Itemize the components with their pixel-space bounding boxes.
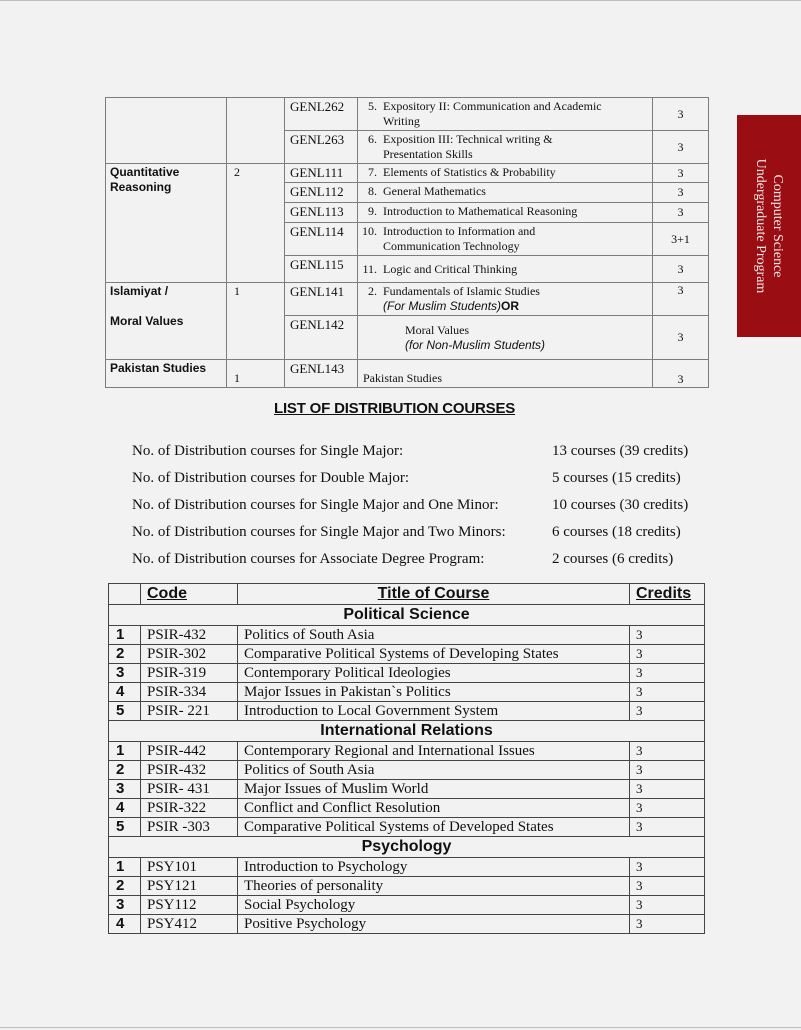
row-title: Politics of South Asia bbox=[238, 761, 630, 780]
table-row bbox=[109, 896, 705, 915]
row-credits: 3 bbox=[630, 664, 705, 683]
table-row bbox=[109, 683, 705, 702]
row-title: Conflict and Conflict Resolution bbox=[238, 799, 630, 818]
row-credits: 3 bbox=[630, 896, 705, 915]
course-title: Pakistan Studies bbox=[358, 360, 653, 388]
row-code: PSIR-442 bbox=[141, 742, 238, 761]
header-title: Title of Course bbox=[238, 584, 630, 605]
distribution-stats bbox=[132, 443, 712, 578]
stat-row bbox=[132, 551, 712, 578]
row-credits: 3 bbox=[630, 780, 705, 799]
course-credits: 3 bbox=[653, 256, 709, 283]
course-title: Moral Values (for Non-Muslim Students) bbox=[358, 316, 653, 360]
section-row bbox=[109, 721, 705, 742]
course-title: 11. Logic and Critical Thinking bbox=[358, 256, 653, 283]
row-index: 4 bbox=[109, 915, 141, 934]
stat-label: No. of Distribution courses for Single Major and Two Minors: bbox=[132, 524, 506, 540]
table-row bbox=[109, 742, 705, 761]
stat-label: No. of Distribution courses for Single Major: bbox=[132, 443, 404, 459]
row-code: PSY412 bbox=[141, 915, 238, 934]
row-code: PSY112 bbox=[141, 896, 238, 915]
table-row bbox=[106, 283, 709, 316]
row-index: 5 bbox=[109, 702, 141, 721]
row-title: Contemporary Regional and International Issues bbox=[238, 742, 630, 761]
row-title: Introduction to Local Government System bbox=[238, 702, 630, 721]
table-row bbox=[106, 360, 709, 388]
side-tab-line2: Undergraduate Program bbox=[753, 158, 768, 294]
row-title: Politics of South Asia bbox=[238, 626, 630, 645]
header-code: Code bbox=[141, 584, 238, 605]
stat-value: 6 courses (18 credits) bbox=[552, 524, 681, 540]
course-credits: 3 bbox=[653, 203, 709, 223]
course-code: GENL115 bbox=[285, 256, 358, 283]
section-international-relations: International Relations bbox=[109, 721, 705, 742]
table-row bbox=[109, 818, 705, 837]
row-title: Major Issues in Pakistan`s Politics bbox=[238, 683, 630, 702]
course-code: GENL141 bbox=[285, 283, 358, 316]
row-code: PSIR-322 bbox=[141, 799, 238, 818]
row-index: 4 bbox=[109, 683, 141, 702]
course-credits: 3 bbox=[653, 98, 709, 131]
category-credits-cell: 2 bbox=[227, 164, 285, 283]
row-title: Comparative Political Systems of Developed States bbox=[238, 818, 630, 837]
row-code: PSIR-334 bbox=[141, 683, 238, 702]
table-row bbox=[106, 164, 709, 183]
category-cell: Quantitative Reasoning bbox=[106, 164, 227, 283]
row-index: 2 bbox=[109, 877, 141, 896]
stat-label: No. of Distribution courses for Double Major: bbox=[132, 470, 410, 486]
stat-row bbox=[132, 443, 712, 470]
course-credits: 3 bbox=[653, 360, 709, 388]
table-row bbox=[109, 626, 705, 645]
row-index: 5 bbox=[109, 818, 141, 837]
course-code: GENL114 bbox=[285, 223, 358, 256]
row-index: 2 bbox=[109, 761, 141, 780]
row-code: PSIR- 221 bbox=[141, 702, 238, 721]
table-row bbox=[109, 799, 705, 818]
course-credits: 3 bbox=[653, 131, 709, 164]
stat-row bbox=[132, 524, 712, 551]
row-code: PSIR-302 bbox=[141, 645, 238, 664]
row-code: PSIR-319 bbox=[141, 664, 238, 683]
row-title: Major Issues of Muslim World bbox=[238, 780, 630, 799]
row-code: PSIR- 431 bbox=[141, 780, 238, 799]
row-title: Social Psychology bbox=[238, 896, 630, 915]
course-credits: 3 bbox=[653, 316, 709, 360]
section-row bbox=[109, 605, 705, 626]
category-credits-cell: 1 bbox=[227, 360, 285, 388]
row-title: Introduction to Psychology bbox=[238, 858, 630, 877]
row-credits: 3 bbox=[630, 645, 705, 664]
row-index: 3 bbox=[109, 896, 141, 915]
row-title: Theories of personality bbox=[238, 877, 630, 896]
course-title: 8. General Mathematics bbox=[358, 183, 653, 203]
course-code: GENL112 bbox=[285, 183, 358, 203]
distribution-courses-table bbox=[108, 583, 705, 934]
stat-row bbox=[132, 497, 712, 524]
course-code: GENL111 bbox=[285, 164, 358, 183]
row-index: 2 bbox=[109, 645, 141, 664]
course-title: 7. Elements of Statistics & Probability bbox=[358, 164, 653, 183]
course-title: 10. Introduction to Information and Communication Technology bbox=[358, 223, 653, 256]
row-index: 3 bbox=[109, 780, 141, 799]
row-credits: 3 bbox=[630, 818, 705, 837]
category-cell: Pakistan Studies bbox=[106, 360, 227, 388]
course-code: GENL142 bbox=[285, 316, 358, 360]
category-credits-cell: 1 bbox=[227, 283, 285, 360]
course-title: 9. Introduction to Mathematical Reasoning bbox=[358, 203, 653, 223]
row-code: PSY121 bbox=[141, 877, 238, 896]
row-code: PSIR-432 bbox=[141, 761, 238, 780]
side-tab-text bbox=[752, 121, 786, 331]
page-bottom-border bbox=[0, 1027, 801, 1028]
row-credits: 3 bbox=[630, 858, 705, 877]
row-index: 1 bbox=[109, 742, 141, 761]
row-credits: 3 bbox=[630, 742, 705, 761]
row-index: 4 bbox=[109, 799, 141, 818]
stat-value: 13 courses (39 credits) bbox=[552, 443, 689, 459]
table-row bbox=[109, 780, 705, 799]
table-row bbox=[109, 664, 705, 683]
stat-label: No. of Distribution courses for Associate Degree Program: bbox=[132, 551, 485, 567]
course-credits: 3+1 bbox=[653, 223, 709, 256]
header-index bbox=[109, 584, 141, 605]
category-credits-cell bbox=[227, 98, 285, 164]
side-tab-line1: Computer Science bbox=[770, 174, 785, 278]
header-credits: Credits bbox=[630, 584, 705, 605]
row-title: Positive Psychology bbox=[238, 915, 630, 934]
table-row bbox=[109, 877, 705, 896]
course-credits: 3 bbox=[653, 183, 709, 203]
course-title: 2. Fundamentals of Islamic Studies (For Muslim Students)OR bbox=[358, 283, 653, 316]
row-index: 1 bbox=[109, 626, 141, 645]
row-code: PSY101 bbox=[141, 858, 238, 877]
row-title: Contemporary Political Ideologies bbox=[238, 664, 630, 683]
row-credits: 3 bbox=[630, 799, 705, 818]
course-code: GENL113 bbox=[285, 203, 358, 223]
category-cell: Islamiyat / Moral Values bbox=[106, 283, 227, 360]
course-code: GENL263 bbox=[285, 131, 358, 164]
section-row bbox=[109, 837, 705, 858]
row-index: 1 bbox=[109, 858, 141, 877]
section-psychology: Psychology bbox=[109, 837, 705, 858]
row-code: PSIR -303 bbox=[141, 818, 238, 837]
category-cell bbox=[106, 98, 227, 164]
table-row bbox=[106, 98, 709, 131]
stat-row bbox=[132, 470, 712, 497]
table-row bbox=[109, 858, 705, 877]
course-title: 6. Exposition III: Technical writing & Presentation Skills bbox=[358, 131, 653, 164]
stat-label: No. of Distribution courses for Single Major and One Minor: bbox=[132, 497, 499, 513]
row-index: 3 bbox=[109, 664, 141, 683]
stat-value: 10 courses (30 credits) bbox=[552, 497, 689, 513]
page-top-border bbox=[0, 0, 801, 1]
row-title: Comparative Political Systems of Developing States bbox=[238, 645, 630, 664]
row-code: PSIR-432 bbox=[141, 626, 238, 645]
general-education-table bbox=[105, 97, 709, 388]
course-code: GENL262 bbox=[285, 98, 358, 131]
stat-value: 5 courses (15 credits) bbox=[552, 470, 681, 486]
row-credits: 3 bbox=[630, 683, 705, 702]
row-credits: 3 bbox=[630, 761, 705, 780]
row-credits: 3 bbox=[630, 626, 705, 645]
stat-value: 2 courses (6 credits) bbox=[552, 551, 674, 567]
section-political-science: Political Science bbox=[109, 605, 705, 626]
row-credits: 3 bbox=[630, 915, 705, 934]
row-credits: 3 bbox=[630, 702, 705, 721]
side-tab bbox=[737, 115, 801, 337]
table-row bbox=[109, 915, 705, 934]
table-row bbox=[109, 702, 705, 721]
course-title: 5. Expository II: Communication and Academic Writing bbox=[358, 98, 653, 131]
distribution-heading: LIST OF DISTRIBUTION COURSES bbox=[274, 400, 516, 417]
course-code: GENL143 bbox=[285, 360, 358, 388]
table-header-row bbox=[109, 584, 705, 605]
course-credits: 3 bbox=[653, 164, 709, 183]
table-row bbox=[109, 645, 705, 664]
table-row bbox=[109, 761, 705, 780]
row-credits: 3 bbox=[630, 877, 705, 896]
course-credits: 3 bbox=[653, 283, 709, 316]
